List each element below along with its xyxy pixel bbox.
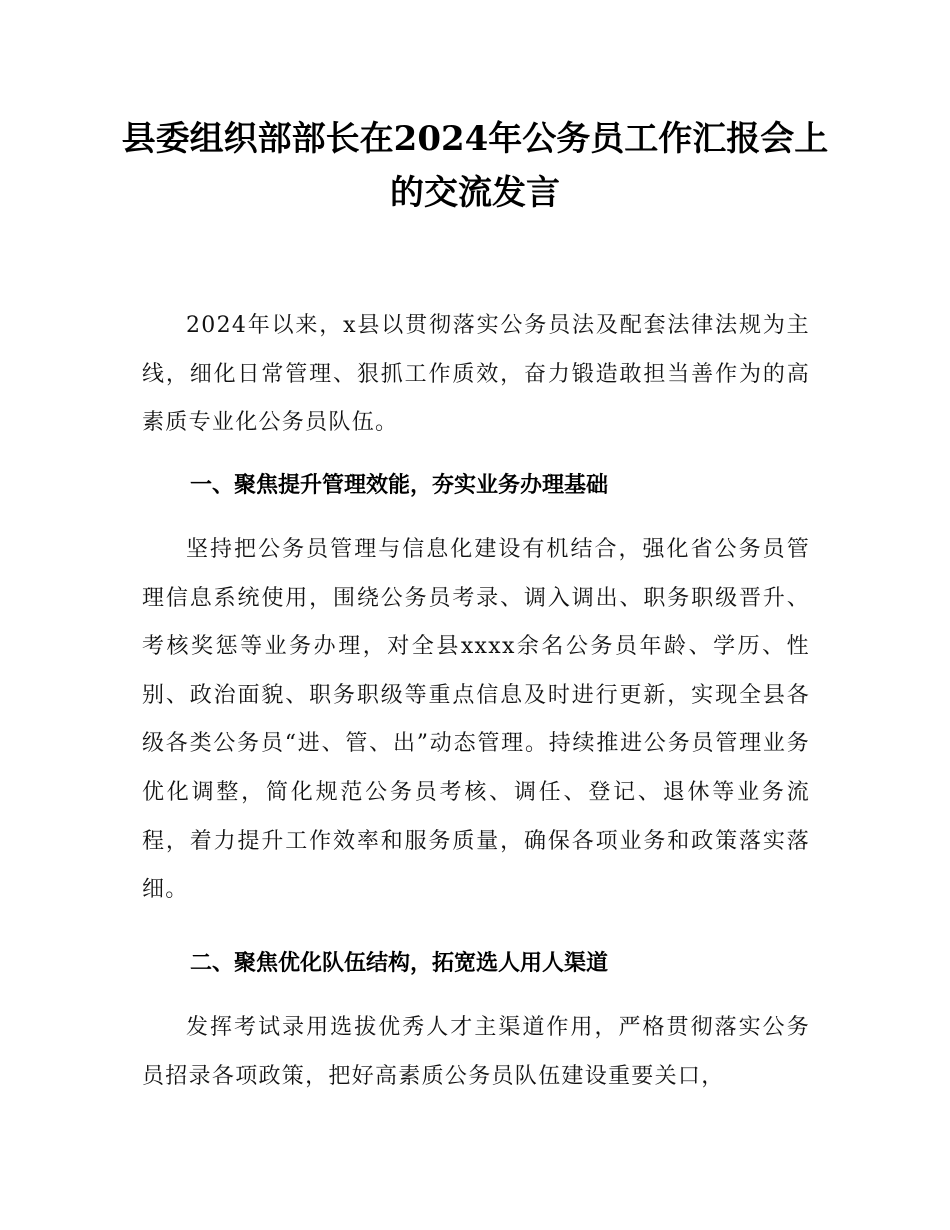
section-1-heading: 一、聚焦提升管理效能，夯实业务办理基础 <box>190 473 609 498</box>
intro-paragraph: 2024年以来，x县以贯彻落实公务员法及配套法律法规为主线，细化日常管理、狠抓工作质效，奋力锻造敢担当善作为的高素质专业化公务员队伍。 <box>142 313 810 436</box>
section-2-paragraph: 发挥考试录用选拔优秀人才主渠道作用，严格贯彻落实公务员招录各项政策，把好高素质公务员队伍建设重要关口， <box>142 1015 810 1089</box>
section-2-heading: 二、聚焦优化队伍结构，拓宽选人用人渠道 <box>190 951 609 976</box>
section-1-paragraph: 坚持把公务员管理与信息化建设有机结合，强化省公务员管理信息系统使用，围绕公务员考录、调入调出、职务职级晋升、考核奖惩等业务办理，对全县xxxx余名公务员年龄、学历、性别、政治面貌、职务职级等重点信息及时进行更新，实现全县各级各类公务员“进、管、出”动态管理。持续推进公务员管理业务优化调整，简化规范公务员考核、调任、登记、退休等业务流程，着力提升工作效率和服务质量，确保各项业务和政策落实落细。 <box>142 537 810 903</box>
document-title: 县委组织部部长在2024年公务员工作汇报会上的交流发言 <box>121 119 829 213</box>
